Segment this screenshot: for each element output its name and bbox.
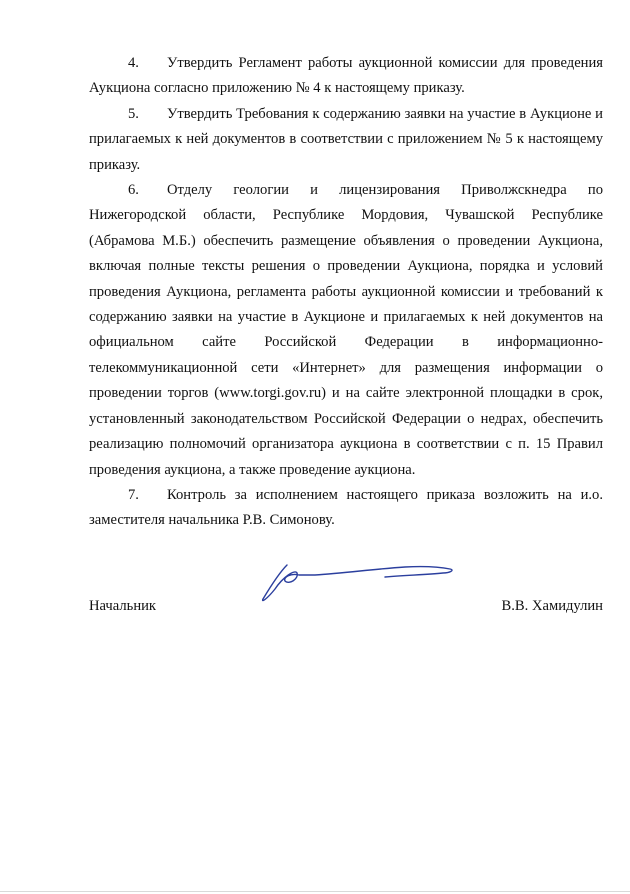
order-item-4 [89, 51, 603, 102]
item-text: Утвердить Регламент работы аукционной комиссии для проведения Аукциона согласно приложению № 4 к настоящему приказу. [89, 55, 603, 97]
signatory-position: Начальник [89, 598, 157, 614]
item-number: 6. [128, 182, 139, 199]
signature-block [89, 595, 603, 617]
item-number: 5. [128, 105, 139, 122]
item-number: 7. [128, 486, 139, 503]
signatory-name: В.В. Хамидулин [501, 598, 603, 614]
order-body [89, 51, 603, 534]
order-item-5 [89, 102, 603, 178]
item-text: Контроль за исполнением настоящего приказа возложить на и.о. заместителя начальника Р.В. Симонову. [89, 486, 603, 529]
item-number: 4. [128, 55, 139, 71]
item-text: Утвердить Требования к содержанию заявки на участие в Аукционе и прилагаемых к ней документов в соответствии с приложением № 5 к настоящему приказу. [89, 105, 603, 173]
order-item-6 [89, 178, 603, 483]
item-text: Отделу геологии и лицензирования Приволжскнедра по Нижегородской области, Республике Мордовия, Чувашской Республике (Абрамова М.Б.) обеспечить размещение объявления о проведении Аукциона, включая полные тексты решения о проведении Аукциона, порядка и условий проведения Аукциона, регламента работы аукционной комиссии и требований к содержанию заявки на участие в Аукционе и прилагаемых к ней документов на официальном сайте Российской Федерации в информационно-телекоммуникационной сети «Интернет» для размещения информации о проведении торгов (www.torgi.gov.ru) и на сайте электронной площадки в срок, установленный законодательством Российской Федерации о недрах, обеспечить реализацию полномочий организатора аукциона в соответствии с п. 15 Правил проведения аукциона, а также проведение аукциона. [89, 182, 603, 478]
order-item-7 [89, 483, 603, 534]
page-edge-divider [0, 891, 630, 892]
